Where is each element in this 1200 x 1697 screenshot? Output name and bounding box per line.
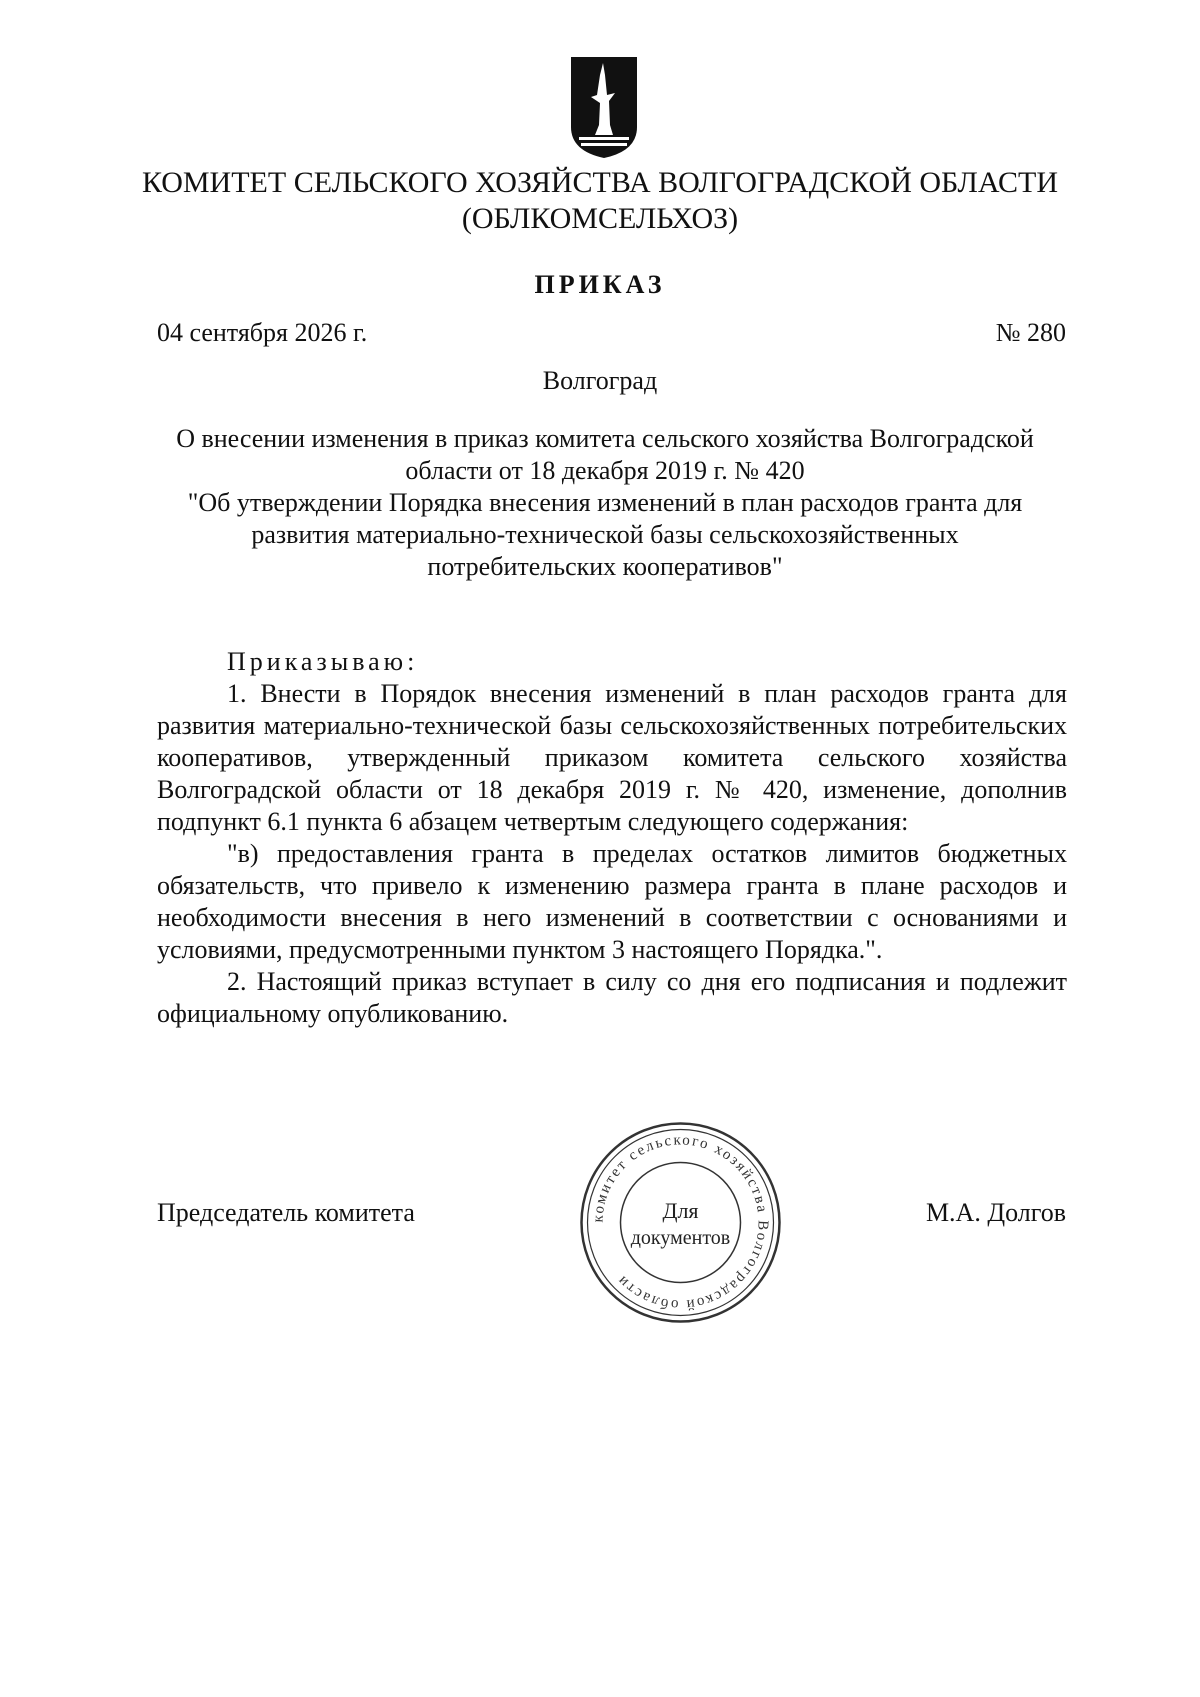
- stamp-center-line1: Для: [662, 1198, 699, 1223]
- committee-short-name: (ОБЛКОМСЕЛЬХОЗ): [461, 202, 739, 235]
- order-item-2: 2. Настоящий приказ вступает в силу со дня его подписания и подлежит официальному опубликованию.: [157, 967, 1067, 1028]
- subject-line: области от 18 декабря 2019 г. № 420: [405, 456, 805, 485]
- order-word: Приказываю:: [227, 647, 419, 676]
- document-number: № 280: [995, 318, 1066, 347]
- official-stamp: [578, 1120, 783, 1325]
- stamp-ring-text: комитет сельского хозяйства Волгоградской области: [590, 1132, 771, 1313]
- document-type: ПРИКАЗ: [534, 270, 666, 299]
- subject-line: развития материально-технической базы сельскохозяйственных: [251, 520, 959, 549]
- stamp-center-line2: документов: [630, 1227, 731, 1249]
- order-item-1-quote: "в) предоставления гранта в пределах остатков лимитов бюджетных обязательств, что привело к изменению размера гранта в плане расходов и необходимости внесения в него изменений в соответствии с основаниями и условиями, предусмотренными пунктом 3 настоящего Порядка.".: [157, 839, 1067, 964]
- document-body: [157, 646, 1067, 1030]
- committee-name: КОМИТЕТ СЕЛЬСКОГО ХОЗЯЙСТВА ВОЛГОГРАДСКОЙ ОБЛАСТИ: [141, 166, 1059, 199]
- order-item-1: 1. Внести в Порядок внесения изменений в план расходов гранта для развития материально-технической базы сельскохозяйственных потребительских кооперативов, утвержденный приказом комитета сельского хозяйства Волгоградской области от 18 декабря 2019 г. № 420, изменение, дополнив подпункт 6.1 пункта 6 абзацем четвертым следующего содержания:: [157, 679, 1067, 836]
- subject-line: "Об утверждении Порядка внесения изменений в план расходов гранта для: [187, 488, 1023, 517]
- document-city: Волгоград: [542, 366, 658, 395]
- document-subject: [140, 423, 1070, 583]
- subject-line: О внесении изменения в приказ комитета сельского хозяйства Волгоградской: [176, 424, 1034, 453]
- volgograd-emblem-icon: [569, 55, 639, 160]
- document-date: 04 сентября 2026 г.: [157, 318, 368, 347]
- signer-position: Председатель комитета: [157, 1198, 415, 1227]
- signer-name: М.А. Долгов: [925, 1198, 1066, 1227]
- subject-line: потребительских кооперативов": [427, 552, 783, 581]
